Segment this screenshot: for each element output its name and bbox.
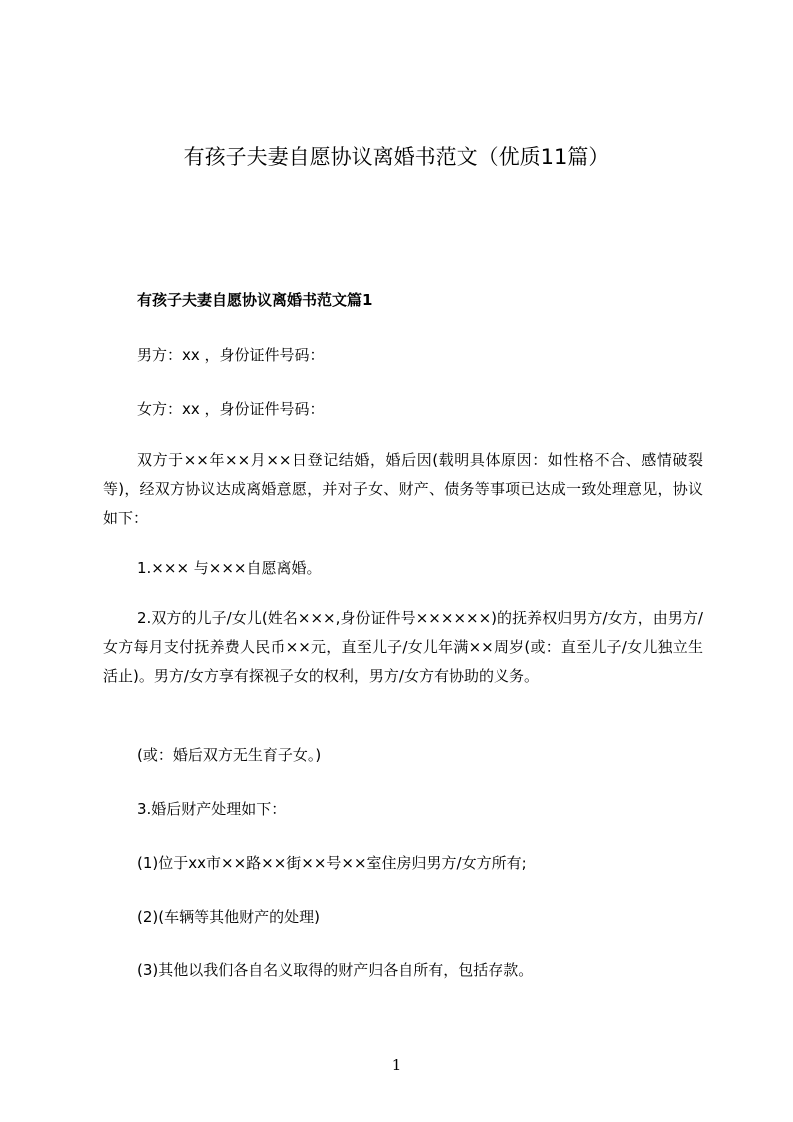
woman-line: 女方：xx ，身份证件号码： (137, 400, 325, 418)
clause-1: 1.××× 与×××自愿离婚。 (137, 559, 322, 577)
clause-3-1: (1)位于xx市××路××街××号××室住房归男方/女方所有; (137, 854, 527, 872)
document-title: 有孩子夫妻自愿协议离婚书范文（优质11篇） (183, 145, 610, 169)
clause-3-2: (2)(车辆等其他财产的处理) (137, 908, 320, 926)
clause-3: 3.婚后财产处理如下： (137, 800, 287, 818)
section-heading: 有孩子夫妻自愿协议离婚书范文篇1 (137, 291, 373, 309)
intro-paragraph: 双方于××年××月××日登记结婚，婚后因(载明具体原因：如性格不合、感情破裂等)，经双方协议达成离婚意愿，并对子女、财产、债务等事项已达成一致处理意见，协议如下： (103, 451, 703, 527)
man-line: 男方：xx ，身份证件号码： (137, 346, 325, 364)
clause-2-paragraph: 2.双方的儿子/女儿(姓名×××,身份证件号××××××)的抚养权归男方/女方，由男方/女方每月支付抚养费人民币××元，直至儿子/女儿年满××周岁(或：直至儿子/女儿独立生活止)。男方/女方享有探视子女的权利，男方/女方有协助的义务。 (103, 609, 703, 685)
clause-3-3: (3)其他以我们各自名义取得的财产归各自所有，包括存款。 (137, 961, 534, 979)
or-note: (或：婚后双方无生育子女。) (137, 746, 322, 764)
page-number: 1 (391, 1056, 402, 1074)
